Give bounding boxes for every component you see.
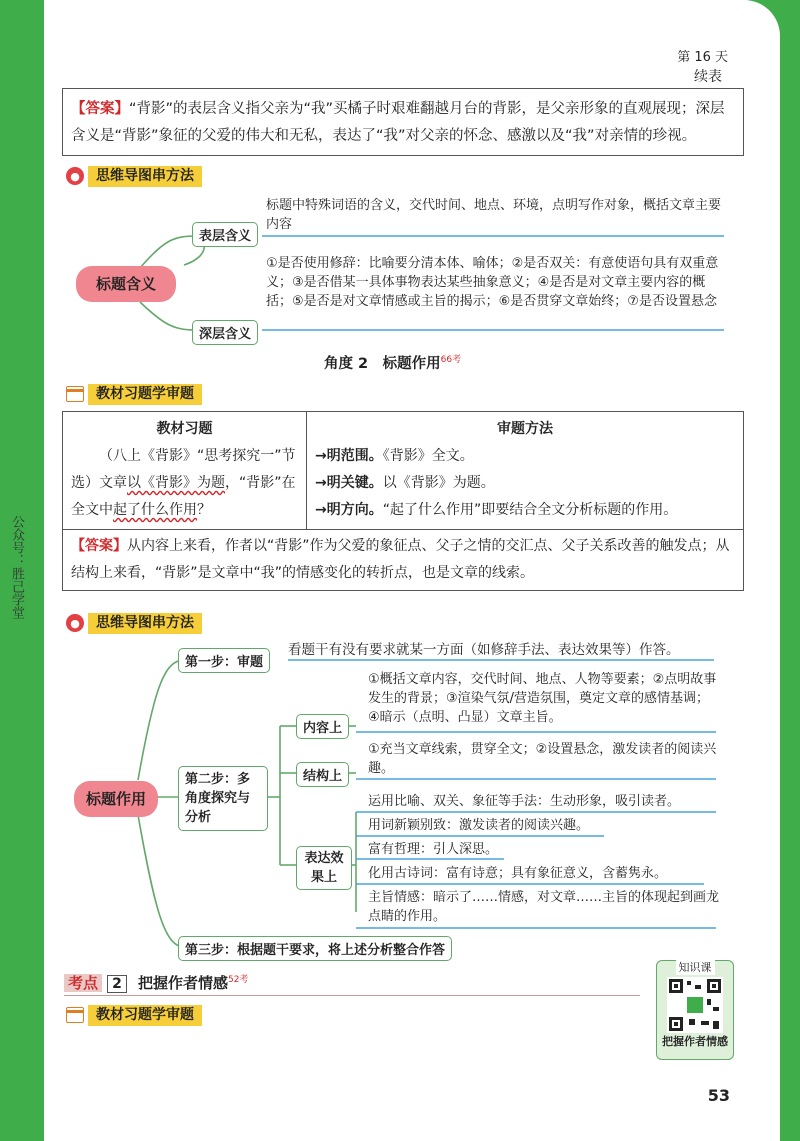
table-h1: 教材习题	[156, 421, 213, 437]
map1-root: 标题含义	[76, 266, 176, 302]
angle2-sup: 66考	[440, 355, 462, 366]
content-node: 内容上	[296, 714, 349, 739]
m1-k: →明范围。	[315, 448, 383, 464]
kaodian-num: 2	[107, 975, 127, 993]
step2-node: 第二步：多角度探究与分析	[178, 766, 268, 831]
map1-surface-text: 标题中特殊词语的含义，交代时间、地点、环境，点明写作对象，概括文章主要内容	[266, 198, 722, 232]
map1-deep-text: ①是否使用修辞：比喻要分清本体、喻体；②是否双关：有意使语句具有双重意义；③是否借某一具体事物表达某些抽象意义；④是否是对文章主要内容的概括；⑤是否是对文章情感或主旨的揭示；⑥是否贯穿文章始终；⑦是否设置悬念	[266, 256, 719, 309]
qr-code-icon	[667, 977, 723, 1033]
day-label: 第 16 天	[677, 50, 728, 65]
expr-item-4: 化用古诗词：富有诗意；具有象征意义，含蓄隽永。	[368, 866, 668, 881]
structure-text: ①充当文章线索，贯穿全文；②设置悬念，激发读者的阅读兴趣。	[368, 742, 717, 776]
map1-surface-node: 表层含义	[192, 222, 258, 247]
qr-bottom-label: 把握作者情感	[662, 1035, 728, 1048]
person-icon: ●	[66, 167, 84, 185]
q-e: ？	[197, 502, 211, 518]
content-text: ①概括文章内容，交代时间、地点、人物等要素；②点明故事发生的背景；③渲染气氛/营造氛围，奠定文章的感情基调；④暗示（点明、凸显）文章主旨。	[368, 672, 717, 725]
step3-node: 第三步：根据题干要求，将上述分析整合作答	[178, 936, 452, 961]
section-label: 教材习题学审题	[88, 1005, 202, 1026]
kaodian-title: 把握作者情感	[137, 974, 228, 993]
m3-k: →明方向。	[315, 502, 383, 518]
qr-card[interactable]	[656, 960, 734, 1060]
q-b: 以《背影》为题	[127, 475, 225, 491]
calendar-icon	[66, 1007, 84, 1023]
map2-root: 标题作用	[74, 781, 158, 817]
table-h2: 审题方法	[497, 421, 553, 437]
answer-text: “背影”的表层含义指父亲为“我”买橘子时艰难翻越月台的背影，是父亲形象的直观展现；深层含义是“背影”象征的父爱的伟大和无私，表达了“我”对父亲的怀念、感激以及“我”对亲情的珍视。	[71, 101, 725, 144]
q-d: 起了什么作用	[113, 502, 197, 518]
m2-k: →明关键。	[315, 475, 383, 491]
answer-tag-2: 【答案】	[71, 538, 127, 554]
m2-v: 以《背影》为题。	[382, 475, 495, 491]
m1-v: 《背影》全文。	[382, 448, 474, 464]
side-watermark: 公众号：胜己学堂	[9, 515, 24, 619]
page	[44, 0, 780, 1141]
qr-top-label: 知识课	[676, 959, 715, 975]
kaodian-sup: 52考	[227, 975, 249, 985]
m3-v: “起了什么作用”即要结合全文分析标题的作用。	[382, 502, 678, 518]
structure-node: 结构上	[296, 762, 349, 787]
section-label: 教材习题学审题	[88, 384, 202, 405]
expr-item-1: 运用比喻、双关、象征等手法：生动形象，吸引读者。	[368, 794, 681, 809]
answer-tag: 【答案】	[71, 101, 129, 117]
section-textbook-2	[66, 1004, 202, 1026]
q-a: （八上《背影》“思考探究一”节选）文章	[71, 448, 296, 491]
section-label: 思维导图串方法	[88, 166, 202, 187]
page-number: 53	[707, 1086, 730, 1105]
person-icon: ●	[66, 614, 84, 632]
step1-text: 看题干有没有要求就某一方面（如修辞手法、表达效果等）作答。	[288, 642, 680, 658]
expression-node: 表达效果上	[296, 846, 352, 890]
step1-node: 第一步：审题	[178, 648, 270, 673]
q-c: ，“背影”在全文中	[71, 475, 296, 518]
kaodian-tag: 考点	[64, 974, 102, 992]
expr-item-3: 富有哲理：引人深思。	[368, 842, 499, 857]
answer-text-2: 从内容上来看，作者以“背影”作为父爱的象征点、父子之情的交汇点、父子关系改善的触发点；从结构上来看，“背影”是文章中“我”的情感变化的转折点，也是文章的线索。	[71, 538, 730, 581]
expr-item-2: 用词新颖别致：激发读者的阅读兴趣。	[368, 818, 590, 833]
map1-deep-node: 深层含义	[192, 320, 258, 345]
kaodian-heading	[64, 972, 640, 996]
continued-label: 续表	[694, 69, 722, 85]
angle2-title-text: 角度 2 标题作用	[324, 356, 441, 372]
section-label: 思维导图串方法	[88, 613, 202, 634]
expr-item-5: 主旨情感：暗示了……情感，对文章……主旨的体现起到画龙点睛的作用。	[368, 890, 720, 924]
